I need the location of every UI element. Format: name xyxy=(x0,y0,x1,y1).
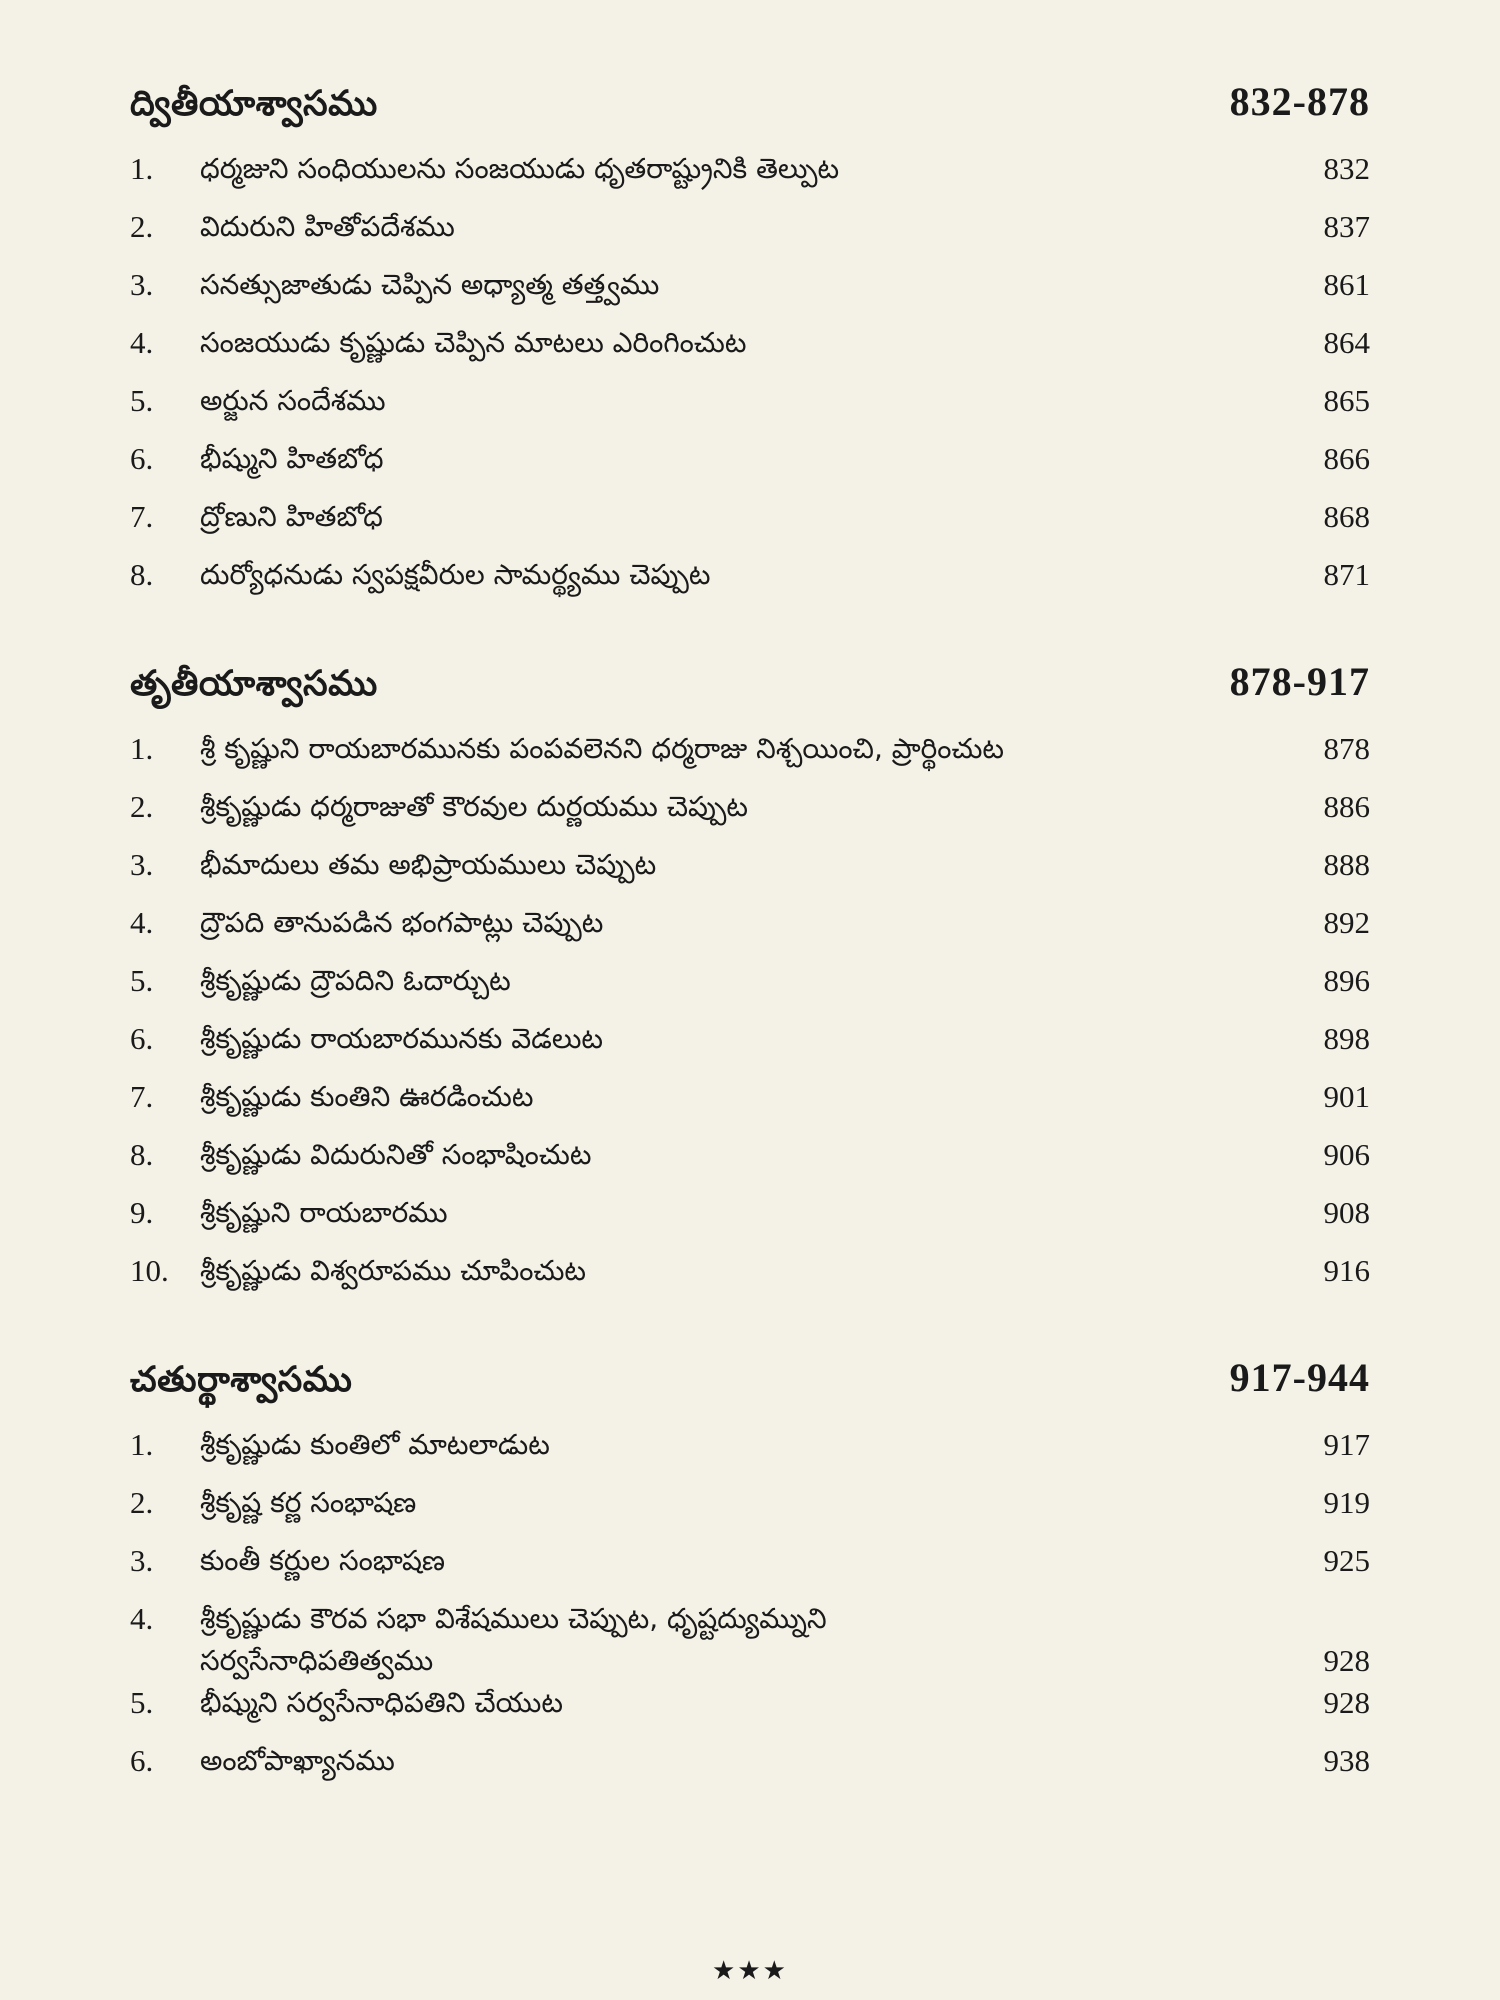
entry-page: 871 xyxy=(1323,557,1370,592)
entry-title: విదురుని హితోపదేశము xyxy=(200,210,455,243)
entry-page: 892 xyxy=(1323,905,1370,940)
entry-number: 1. xyxy=(130,731,154,766)
entry-number: 2. xyxy=(130,1485,154,1520)
list-item xyxy=(130,148,1370,206)
entry-page: 866 xyxy=(1323,441,1370,476)
entry-page: 837 xyxy=(1323,209,1370,244)
entry-page: 925 xyxy=(1323,1543,1370,1578)
entry-title xyxy=(200,1598,1260,1682)
entry-title: ద్రౌపది తానుపడిన భంగపాట్లు చెప్పుట xyxy=(200,906,604,939)
section-header xyxy=(130,1354,1370,1410)
entry-title: భీష్ముని హితబోధ xyxy=(200,442,384,475)
entry-title-line-2: సర్వసేనాధిపతిత్వము xyxy=(200,1644,434,1677)
list-item xyxy=(130,380,1370,438)
list-item xyxy=(130,1076,1370,1134)
entry-number: 7. xyxy=(130,1079,154,1114)
list-item xyxy=(130,496,1370,554)
entry-number: 7. xyxy=(130,499,154,534)
entry-title: శ్రీకృష్ణుడు ధర్మరాజుతో కౌరవుల దుర్ణయము చెప్పుట xyxy=(200,790,748,823)
entry-number: 1. xyxy=(130,1427,154,1462)
entry-number: 6. xyxy=(130,1743,154,1778)
entry-number: 6. xyxy=(130,441,154,476)
entry-page: 886 xyxy=(1323,789,1370,824)
list-item xyxy=(130,1134,1370,1192)
list-item xyxy=(130,1482,1370,1540)
entry-number: 3. xyxy=(130,847,154,882)
list-item xyxy=(130,1192,1370,1250)
entry-number: 4. xyxy=(130,1601,154,1636)
entry-title: శ్రీకృష్ణుడు కుంతిలో మాటలాడుట xyxy=(200,1428,550,1461)
list-item xyxy=(130,554,1370,612)
entry-number: 6. xyxy=(130,1021,154,1056)
entry-page: 906 xyxy=(1323,1137,1370,1172)
entry-page: 898 xyxy=(1323,1021,1370,1056)
entry-number: 3. xyxy=(130,267,154,302)
list-item xyxy=(130,1682,1370,1740)
entry-title: భీష్ముని సర్వసేనాధిపతిని చేయుట xyxy=(200,1686,563,1719)
entry-title: ధర్మజుని సంధియులను సంజయుడు ధృతరాష్ట్రునికి తెల్పుట xyxy=(200,152,840,185)
table-of-contents xyxy=(130,78,1370,1798)
entry-page: 928 xyxy=(1323,1685,1370,1720)
entry-title: అంబోపాఖ్యానము xyxy=(200,1744,395,1777)
entry-number: 4. xyxy=(130,325,154,360)
entry-page: 868 xyxy=(1323,499,1370,534)
entry-page: 928 xyxy=(1323,1643,1370,1678)
list-item xyxy=(130,844,1370,902)
list-item xyxy=(130,1250,1370,1308)
entry-page: 888 xyxy=(1323,847,1370,882)
section-trutiyashvasamu xyxy=(130,658,1370,1308)
entry-number: 3. xyxy=(130,1543,154,1578)
entry-title: శ్రీకృష్ణ కర్ణ సంభాషణ xyxy=(200,1486,417,1519)
entry-number: 5. xyxy=(130,383,154,418)
list-item xyxy=(130,786,1370,844)
section-header xyxy=(130,658,1370,714)
list-item xyxy=(130,1018,1370,1076)
entry-number: 8. xyxy=(130,557,154,592)
entry-page: 916 xyxy=(1323,1253,1370,1288)
entry-page: 832 xyxy=(1323,151,1370,186)
entry-number: 1. xyxy=(130,151,154,186)
list-item xyxy=(130,264,1370,322)
entry-number: 2. xyxy=(130,209,154,244)
entry-page: 878 xyxy=(1323,731,1370,766)
section-chaturthashvasamu xyxy=(130,1354,1370,1798)
entry-title: దుర్యోధనుడు స్వపక్షవీరుల సామర్థ్యము చెప్పుట xyxy=(200,558,711,591)
section-title: ద్వితీయాశ్వాసము xyxy=(130,84,378,124)
section-end-ornament: ★★★ xyxy=(712,1956,788,1986)
list-item xyxy=(130,438,1370,496)
section-dvitiyashvasamu xyxy=(130,78,1370,612)
entry-page: 919 xyxy=(1323,1485,1370,1520)
entry-number: 2. xyxy=(130,789,154,824)
entry-page: 864 xyxy=(1323,325,1370,360)
entry-title: శ్రీకృష్ణుడు రాయబారమునకు వెడలుట xyxy=(200,1022,603,1055)
entry-number: 8. xyxy=(130,1137,154,1172)
list-item xyxy=(130,1740,1370,1798)
entry-title-line-1: శ్రీకృష్ణుడు కౌరవ సభా విశేషములు చెప్పుట, ధృష్టద్యుమ్నుని xyxy=(200,1602,827,1635)
entry-title: శ్రీకృష్ణుడు ద్రౌపదిని ఓదార్చుట xyxy=(200,964,511,997)
section-page-range: 878-917 xyxy=(1229,659,1370,704)
entry-title: అర్జున సందేశము xyxy=(200,384,386,417)
list-item xyxy=(130,1598,1370,1682)
entry-number: 9. xyxy=(130,1195,154,1230)
entry-title: శ్రీకృష్ణుడు విదురునితో సంభాషించుట xyxy=(200,1138,592,1171)
entry-page: 865 xyxy=(1323,383,1370,418)
list-item xyxy=(130,206,1370,264)
entry-number: 5. xyxy=(130,1685,154,1720)
entry-title: సంజయుడు కృష్ణుడు చెప్పిన మాటలు ఎరింగించుట xyxy=(200,326,747,359)
list-item xyxy=(130,960,1370,1018)
entry-title: శ్రీకృష్ణుడు కుంతిని ఊరడించుట xyxy=(200,1080,534,1113)
section-title: తృతీయాశ్వాసము xyxy=(130,664,378,704)
list-item xyxy=(130,728,1370,786)
section-page-range: 917-944 xyxy=(1229,1355,1370,1400)
list-item xyxy=(130,1540,1370,1598)
list-item xyxy=(130,322,1370,380)
entry-title: ద్రోణుని హితబోధ xyxy=(200,500,383,533)
entry-title: భీమాదులు తమ అభిప్రాయములు చెప్పుట xyxy=(200,848,657,881)
entry-page: 908 xyxy=(1323,1195,1370,1230)
entry-page: 901 xyxy=(1323,1079,1370,1114)
section-header xyxy=(130,78,1370,134)
section-page-range: 832-878 xyxy=(1229,79,1370,124)
list-item xyxy=(130,902,1370,960)
entry-number: 4. xyxy=(130,905,154,940)
entry-page: 917 xyxy=(1323,1427,1370,1462)
entry-title: శ్రీ కృష్ణుని రాయబారమునకు పంపవలెనని ధర్మరాజు నిశ్చయించి, ప్రార్థించుట xyxy=(200,732,1005,765)
entry-title: సనత్సుజాతుడు చెప్పిన అధ్యాత్మ తత్త్వము xyxy=(200,268,660,301)
entry-number: 10. xyxy=(130,1253,169,1288)
entry-title: కుంతీ కర్ణుల సంభాషణ xyxy=(200,1544,446,1577)
section-title: చతుర్థాశ్వాసము xyxy=(130,1360,353,1400)
entry-number: 5. xyxy=(130,963,154,998)
entry-page: 938 xyxy=(1323,1743,1370,1778)
entry-title: శ్రీకృష్ణుని రాయబారము xyxy=(200,1196,448,1229)
entry-page: 861 xyxy=(1323,267,1370,302)
entry-page: 896 xyxy=(1323,963,1370,998)
list-item xyxy=(130,1424,1370,1482)
entry-title: శ్రీకృష్ణుడు విశ్వరూపము చూపించుట xyxy=(200,1254,587,1287)
